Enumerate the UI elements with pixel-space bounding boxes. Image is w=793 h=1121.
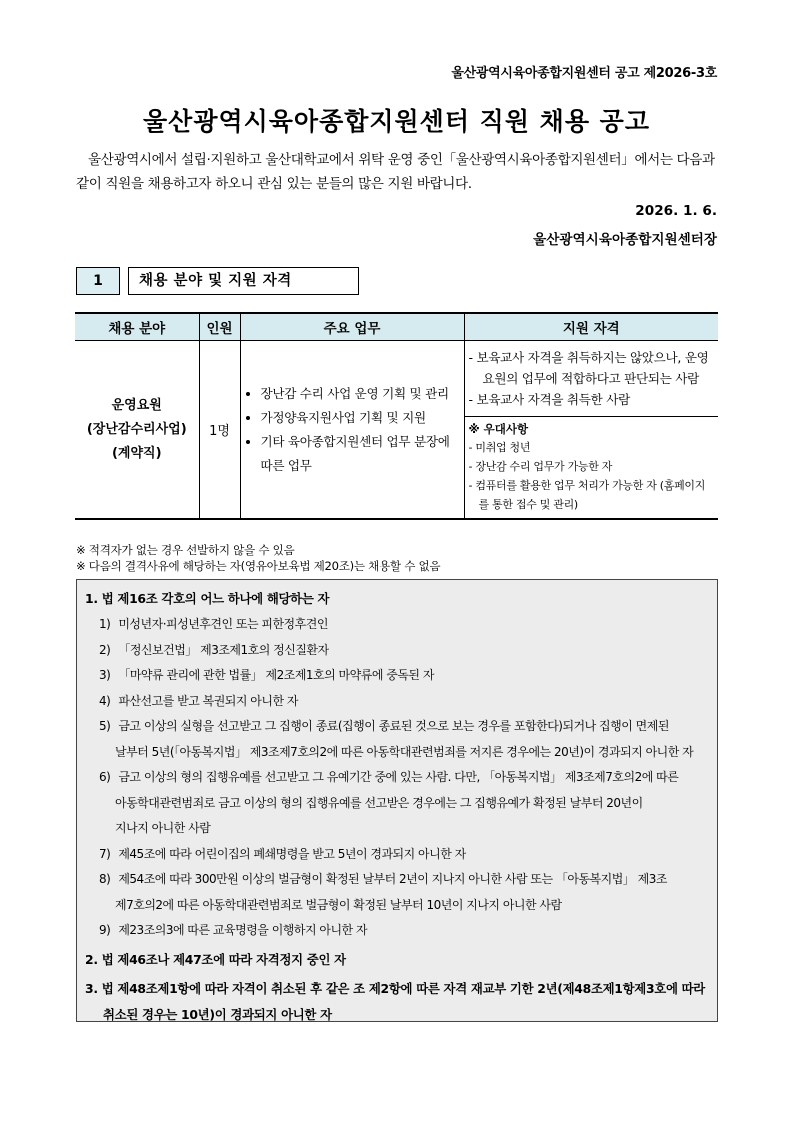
preference-item: - 장난감 수리 업무가 가능한 자 [468, 460, 613, 473]
note-item: ※ 다음의 결격사유에 해당하는 자(영유아보육법 제20조)는 채용할 수 없음 [76, 559, 441, 573]
header-count: 인원 [199, 313, 240, 341]
disqualification-heading-1: 1. 법 제16조 각호의 어느 하나에 해당하는 자 [85, 591, 330, 606]
qualifications-cell [464, 341, 718, 520]
list-item-continued: 지나지 아니한 사람 [115, 821, 211, 835]
note-item: ※ 적격자가 없는 경우 선발하지 않을 수 있음 [76, 543, 295, 557]
preference-item: - 컴퓨터를 활용한 업무 처리가 가능한 자 (홈페이지를 통한 접수 및 관리) [468, 479, 706, 511]
disqualification-heading-3: 3. 법 제48조제1항에 따라 자격이 취소된 후 같은 조 제2항에 따른 자격 재교부 기한 2년(제48조제1항제3호에 따라 [85, 980, 705, 996]
qualification-item: - 보육교사 자격을 취득한 사람 [468, 392, 630, 407]
notice-date: 2026. 1. 6. [635, 203, 717, 219]
disqualification-heading-3-continued: 취소된 경우는 10년)이 경과되지 아니한 자 [103, 1006, 332, 1022]
qualification-item: - 보육교사 자격을 취득하지는 않았으나, 운영요원의 업무에 적합하다고 판단되는 사람 [468, 350, 709, 386]
duty-item: • 가정양육지원사업 기획 및 지원 [261, 406, 458, 430]
list-item: 4) 파산선고를 받고 복권되지 아니한 자 [99, 693, 298, 708]
header-duties: 주요 업무 [240, 313, 464, 341]
issuer: 울산광역시육아종합지원센터장 [533, 232, 717, 248]
list-item-continued: 제7호의2에 따른 아동학대관련범죄로 벌금형이 확정된 날부터 10년이 지나지 아니한 사람 [115, 897, 562, 912]
list-item: 6) 금고 이상의 형의 집행유예를 선고받고 그 유예기간 중에 있는 사람. 다만, 「아동복지법」 제3조제7호의2에 따른 [99, 770, 679, 784]
header-qualifications: 지원 자격 [464, 313, 718, 341]
header-field: 채용 분야 [75, 313, 199, 341]
field-name: 운영요원 [111, 397, 162, 413]
table-row [75, 341, 718, 520]
list-item: 1) 미성년자·피성년후견인 또는 피한정후견인 [99, 617, 328, 631]
list-item-continued: 아동학대관련범죄로 금고 이상의 형의 집행유예를 선고받은 경우에는 그 집행유예가 확정된 날부터 20년이 [115, 795, 643, 810]
duty-item: • 기타 육아종합지원센터 업무 분장에 따른 업무 [261, 430, 458, 478]
list-item: 3) 「마약류 관리에 관한 법률」 제2조제1호의 마약류에 중독된 자 [99, 668, 434, 682]
table-header-row [75, 313, 718, 341]
recruit-field-cell [75, 341, 199, 520]
preference-list [465, 417, 719, 518]
duty-item: • 장난감 수리 사업 운영 기획 및 관리 [261, 382, 458, 406]
recruitment-table [75, 312, 718, 520]
list-item-continued: 날부터 5년(「아동복지법」 제3조제7호의2에 따른 아동학대관련범죄를 저지른 경우에는 20년)이 경과되지 아니한 자 [115, 744, 694, 759]
field-type: (계약직) [111, 445, 162, 461]
disqualification-box [76, 579, 718, 1022]
list-item: 7) 제45조에 따라 어린이집의 폐쇄명령을 받고 5년이 경과되지 아니한 자 [99, 846, 466, 861]
notice-number: 울산광역시육아종합지원센터 공고 제2026-3호 [451, 66, 717, 81]
list-item: 9) 제23조의3에 따른 교육명령을 이행하지 아니한 자 [99, 923, 368, 937]
section-number: 1 [76, 267, 120, 295]
list-item: 2) 「정신보건법」 제3조제1호의 정신질환자 [99, 642, 329, 657]
list-item: 5) 금고 이상의 실형을 선고받고 그 집행이 종료(집행이 종료된 것으로 보는 경우를 포함한다)되거나 집행이 면제된 [99, 719, 669, 733]
field-detail: (장난감수리사업) [86, 421, 187, 437]
disqualification-heading-2: 2. 법 제46조나 제47조에 따라 자격정지 중인 자 [85, 951, 346, 967]
qualification-list [465, 341, 719, 417]
list-item: 8) 제54조에 따라 300만원 이상의 벌금형이 확정된 날부터 2년이 지나지 아니한 사람 또는 「아동복지법」 제3조 [99, 872, 667, 886]
section-title: 채용 분야 및 지원 자격 [128, 267, 359, 295]
headcount-cell: 1명 [199, 341, 240, 520]
page-title: 울산광역시육아종합지원센터 직원 채용 공고 [143, 107, 650, 136]
preference-title: ※ 우대사항 [468, 422, 529, 436]
intro-paragraph: 울산광역시에서 설립·지원하고 울산대학교에서 위탁 운영 중인「울산광역시육아종합지원센터」에서는 다음과 같이 직원을 채용하고자 하오니 관심 있는 분들의 많은 지원 바랍니다. [76, 152, 715, 192]
duties-cell [240, 341, 464, 520]
preference-item: - 미취업 청년 [468, 441, 531, 454]
